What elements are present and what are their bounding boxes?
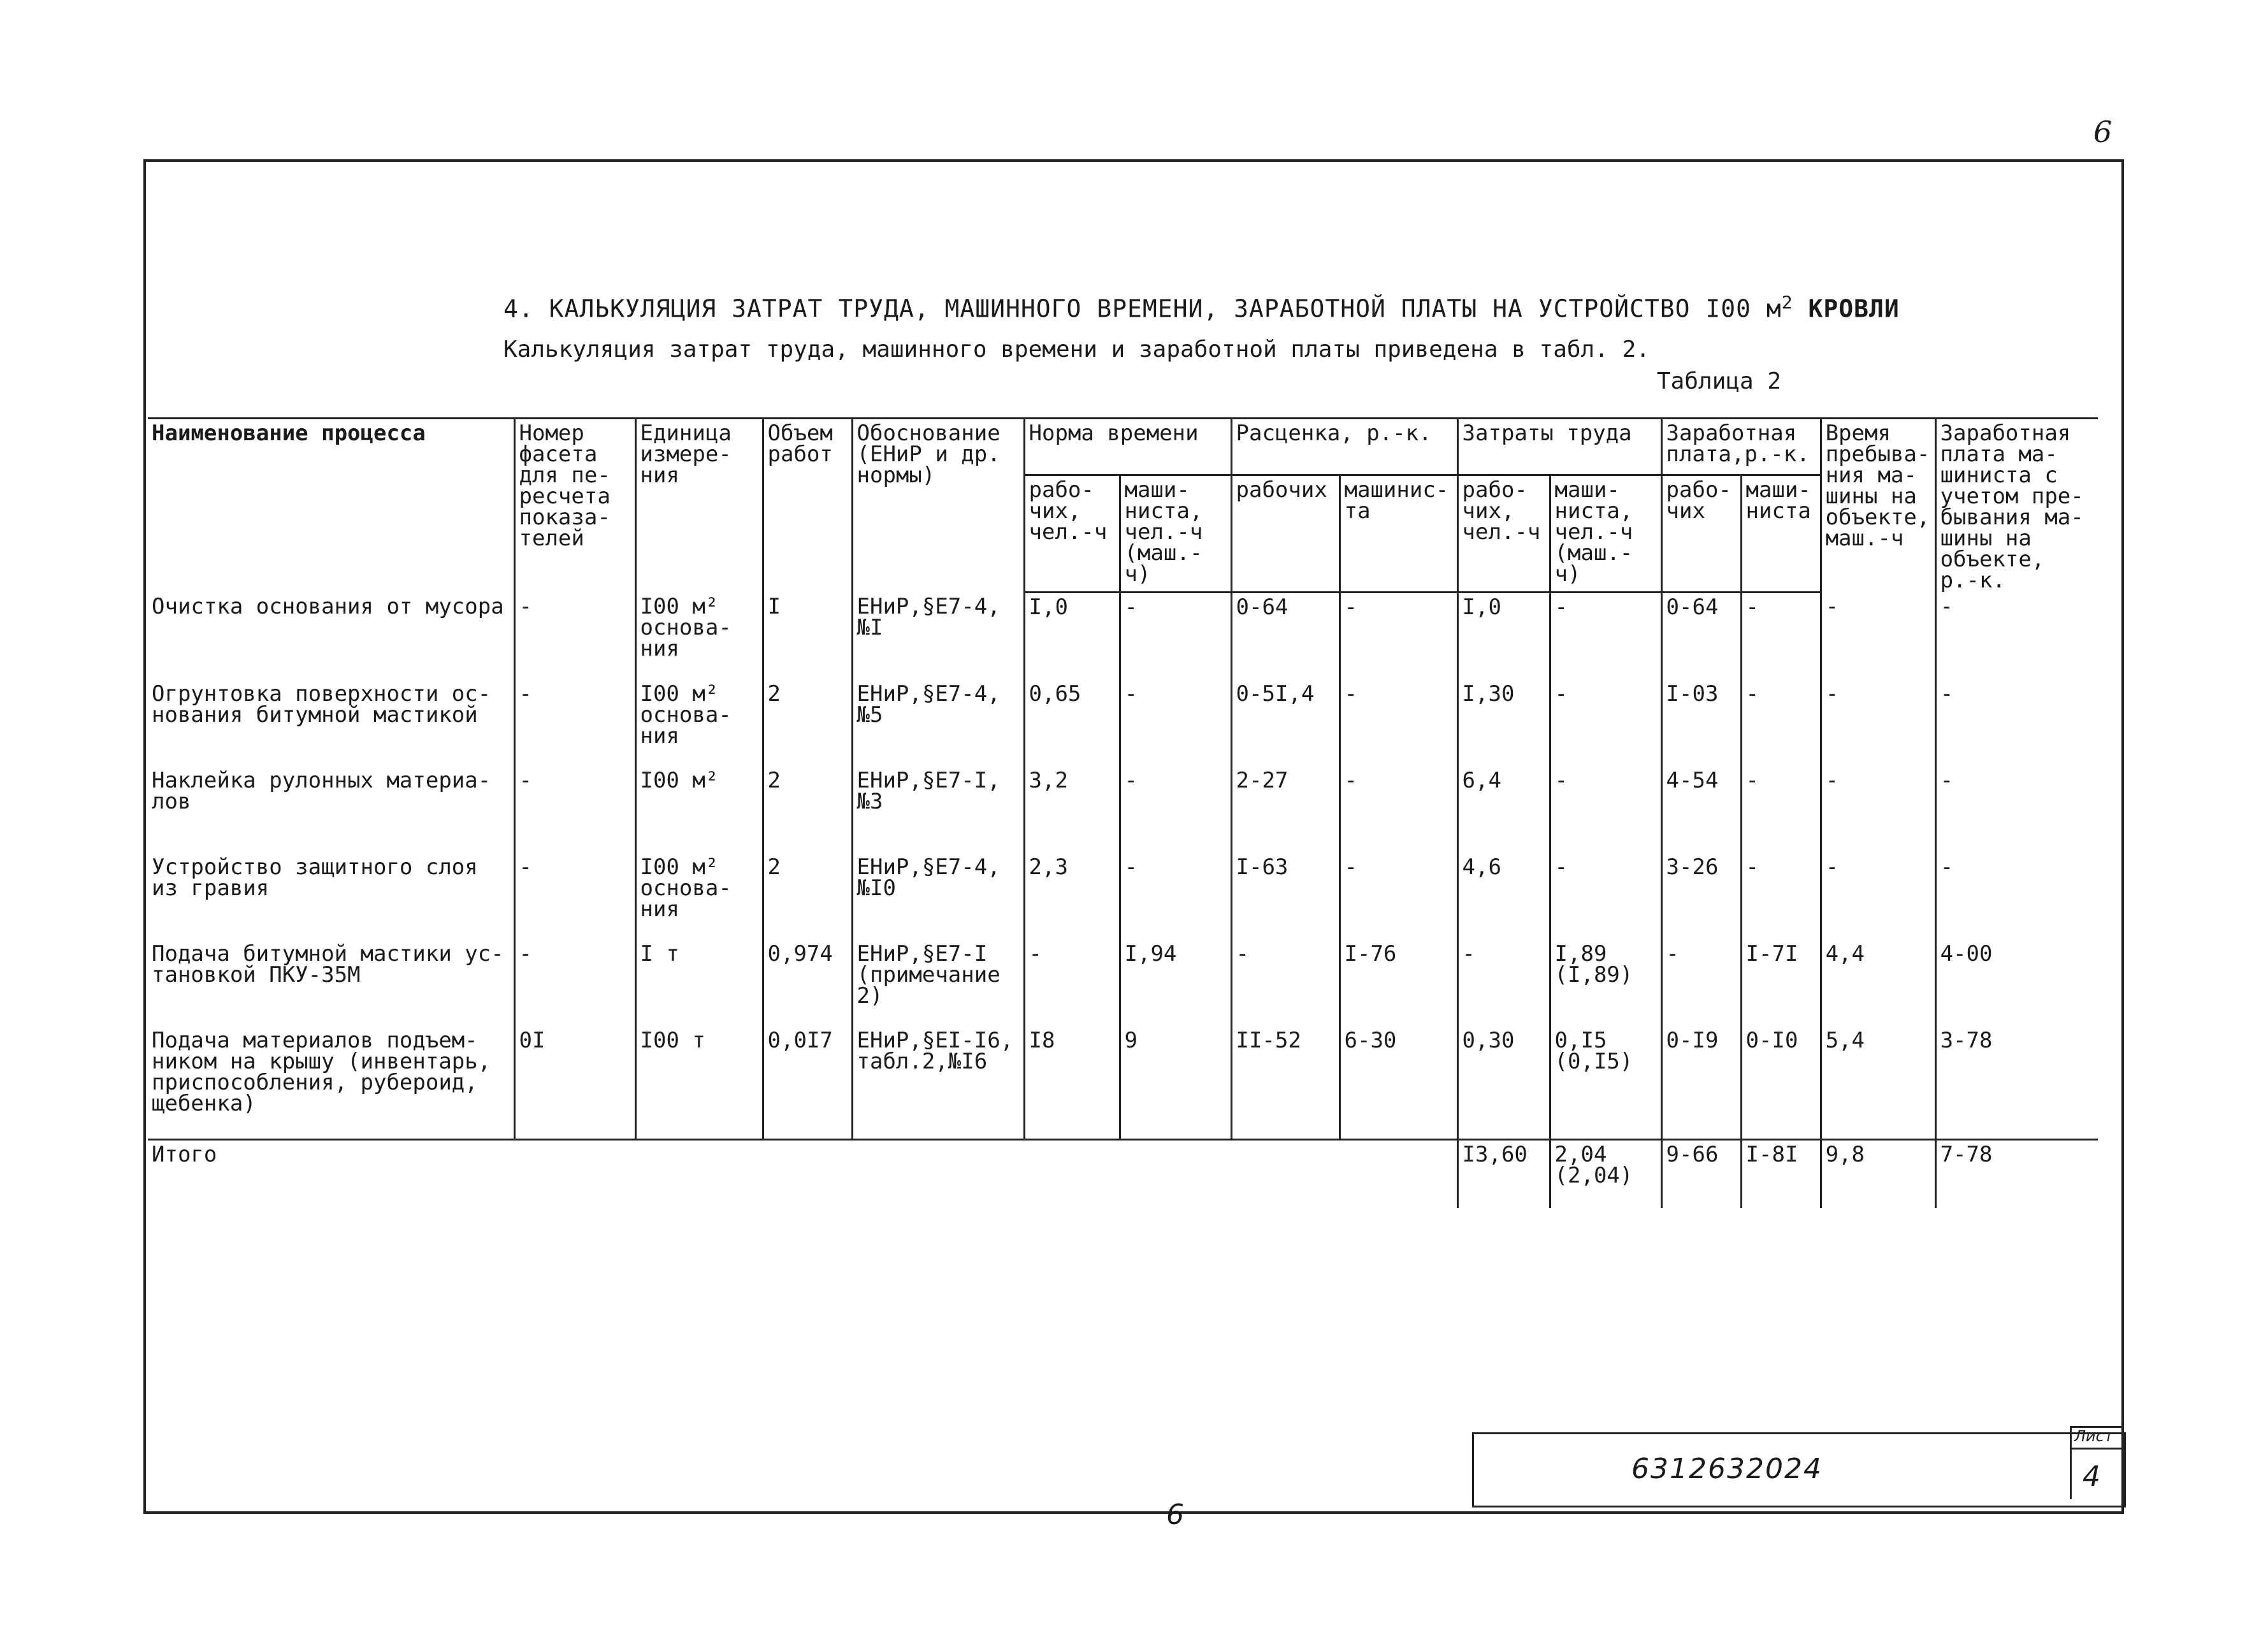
sheet-divider <box>2070 1448 2122 1450</box>
cell-unit: I00 м² основа- ния <box>635 853 763 940</box>
cell-labor-machinist: - <box>1550 593 1661 680</box>
cell-rate-workers: 0-5I,4 <box>1231 680 1340 766</box>
cell-process: Очистка основания от мусора <box>148 593 514 680</box>
table-row <box>148 940 2098 1026</box>
header-wage: Заработная плата,р.-к. <box>1661 419 1821 475</box>
cell-unit: I00 м² основа- ния <box>635 593 763 680</box>
cell-rate-workers: II-52 <box>1231 1026 1340 1140</box>
cell-process: Устройство защитного слоя из гравия <box>148 853 514 940</box>
table-label: Таблица 2 <box>1657 368 1782 394</box>
header-unit: Единица измере- ния <box>635 419 763 593</box>
cell-basis: ЕНиР,§ЕI-I6, табл.2,№I6 <box>852 1026 1024 1140</box>
subheader-wage-machinist: маши- ниста <box>1741 475 1821 593</box>
cell-volume: 0,974 <box>763 940 852 1026</box>
cell-wage-workers: 0-I9 <box>1661 1026 1741 1140</box>
total-wage-workers: 9-66 <box>1661 1140 1741 1209</box>
cell-process: Наклейка рулонных материа- лов <box>148 766 514 853</box>
intro-text: Калькуляция затрат труда, машинного времени и заработной платы приведена в табл. 2. <box>503 336 1650 363</box>
table-row <box>148 766 2098 853</box>
cell-time-machinist: 9 <box>1120 1026 1231 1140</box>
cell-facet: - <box>514 593 635 680</box>
cell-time-workers: - <box>1024 940 1120 1026</box>
cell-machine-time: 4,4 <box>1821 940 1935 1026</box>
cell-machine-time: - <box>1821 593 1935 680</box>
cell-time-workers: I,0 <box>1024 593 1120 680</box>
cell-wage-workers: 4-54 <box>1661 766 1741 853</box>
cell-volume: I <box>763 593 852 680</box>
cell-labor-machinist: - <box>1550 766 1661 853</box>
cell-rate-workers: 0-64 <box>1231 593 1340 680</box>
cell-labor-machinist: - <box>1550 680 1661 766</box>
cell-rate-machinist: - <box>1340 853 1457 940</box>
header-row <box>148 419 2098 475</box>
cell-labor-workers: 6,4 <box>1457 766 1550 853</box>
section-heading <box>503 292 1900 323</box>
total-machinist-wage: 7-78 <box>1935 1140 2098 1209</box>
cell-process: Огрунтовка поверхности ос- нования битумной мастикой <box>148 680 514 766</box>
cell-machinist-wage: 4-00 <box>1935 940 2098 1026</box>
total-label: Итого <box>148 1140 1457 1209</box>
cell-wage-machinist: I-7I <box>1741 940 1821 1026</box>
cell-process: Подача битумной мастики ус- тановкой ПКУ-35М <box>148 940 514 1026</box>
cell-rate-machinist: - <box>1340 593 1457 680</box>
sheet-number: 4 <box>2083 1460 2100 1493</box>
document-code: 6312632024 <box>1631 1453 1823 1485</box>
cell-basis: ЕНиР,§Е7-4, №5 <box>852 680 1024 766</box>
cell-volume: 0,0I7 <box>763 1026 852 1140</box>
heading-tail: КРОВЛИ <box>1793 294 1900 323</box>
subheader-time-workers: рабо- чих, чел.-ч <box>1024 475 1120 593</box>
cell-time-machinist: - <box>1120 853 1231 940</box>
cell-machine-time: 5,4 <box>1821 1026 1935 1140</box>
cell-machine-time: - <box>1821 680 1935 766</box>
total-machine-time: 9,8 <box>1821 1140 1935 1209</box>
cell-unit: I т <box>635 940 763 1026</box>
cell-labor-workers: I,30 <box>1457 680 1550 766</box>
cell-time-machinist: - <box>1120 766 1231 853</box>
header-process: Наименование процесса <box>148 419 514 593</box>
cell-time-workers: I8 <box>1024 1026 1120 1140</box>
cell-rate-machinist: I-76 <box>1340 940 1457 1026</box>
cell-wage-machinist: 0-I0 <box>1741 1026 1821 1140</box>
cell-machinist-wage: - <box>1935 766 2098 853</box>
cell-machinist-wage: 3-78 <box>1935 1026 2098 1140</box>
subheader-rate-machinist: машинис- та <box>1340 475 1457 593</box>
cell-labor-machinist: 0,I5 (0,I5) <box>1550 1026 1661 1140</box>
cell-machinist-wage: - <box>1935 853 2098 940</box>
cell-time-workers: 3,2 <box>1024 766 1120 853</box>
total-row <box>148 1140 2098 1209</box>
cell-rate-machinist: - <box>1340 680 1457 766</box>
cell-basis: ЕНиР,§Е7-I (примечание 2) <box>852 940 1024 1026</box>
header-machinist-wage: Заработная плата ма- шиниста с учетом пре- бывания ма- шины на объекте, р.-к. <box>1935 419 2098 593</box>
cell-volume: 2 <box>763 680 852 766</box>
cell-labor-workers: 0,30 <box>1457 1026 1550 1140</box>
cell-facet: 0I <box>514 1026 635 1140</box>
subheader-labor-workers: рабо- чих, чел.-ч <box>1457 475 1550 593</box>
table-row <box>148 680 2098 766</box>
cell-unit: I00 м² основа- ния <box>635 680 763 766</box>
heading-text: 4. КАЛЬКУЛЯЦИЯ ЗАТРАТ ТРУДА, МАШИННОГО ВРЕМЕНИ, ЗАРАБОТНОЙ ПЛАТЫ НА УСТРОЙСТВО I00 м <box>503 294 1782 323</box>
cell-wage-workers: - <box>1661 940 1741 1026</box>
cell-process: Подача материалов подъем- ником на крышу (инвентарь, приспособления, рубероид, щебенка) <box>148 1026 514 1140</box>
cell-wage-machinist: - <box>1741 593 1821 680</box>
header-rate: Расценка, р.-к. <box>1231 419 1457 475</box>
cell-wage-workers: 3-26 <box>1661 853 1741 940</box>
cell-facet: - <box>514 940 635 1026</box>
cell-unit: I00 м² <box>635 766 763 853</box>
sheet-label: Лист <box>2074 1427 2113 1445</box>
cell-basis: ЕНиР,§Е7-I, №3 <box>852 766 1024 853</box>
cell-time-workers: 2,3 <box>1024 853 1120 940</box>
header-volume: Объем работ <box>763 419 852 593</box>
cell-facet: - <box>514 766 635 853</box>
cell-machinist-wage: - <box>1935 680 2098 766</box>
cell-volume: 2 <box>763 853 852 940</box>
subheader-time-machinist: маши- ниста, чел.-ч (маш.-ч) <box>1120 475 1231 593</box>
header-machine-time: Время пребыва- ния ма- шины на объекте, маш.-ч <box>1821 419 1935 593</box>
header-labor: Затраты труда <box>1457 419 1661 475</box>
header-basis: Обоснование (ЕНиР и др. нормы) <box>852 419 1024 593</box>
page-number-bottom: 6 <box>1166 1499 1184 1531</box>
cell-basis: ЕНиР,§Е7-4, №I <box>852 593 1024 680</box>
cell-labor-machinist: - <box>1550 853 1661 940</box>
total-wage-machinist: I-8I <box>1741 1140 1821 1209</box>
cell-rate-machinist: 6-30 <box>1340 1026 1457 1140</box>
cell-wage-machinist: - <box>1741 766 1821 853</box>
cell-volume: 2 <box>763 766 852 853</box>
cell-labor-workers: I,0 <box>1457 593 1550 680</box>
cell-time-machinist: I,94 <box>1120 940 1231 1026</box>
subheader-rate-workers: рабочих <box>1231 475 1340 593</box>
cell-rate-workers: - <box>1231 940 1340 1026</box>
cell-machinist-wage: - <box>1935 593 2098 680</box>
table-row <box>148 853 2098 940</box>
header-time-norm: Норма времени <box>1024 419 1231 475</box>
table-row <box>148 593 2098 680</box>
subheader-labor-machinist: маши- ниста, чел.-ч (маш.-ч) <box>1550 475 1661 593</box>
cell-rate-workers: I-63 <box>1231 853 1340 940</box>
table-row <box>148 1026 2098 1140</box>
page-number-top: 6 <box>2093 115 2113 149</box>
cell-wage-machinist: - <box>1741 853 1821 940</box>
cell-facet: - <box>514 853 635 940</box>
heading-superscript: 2 <box>1781 292 1793 313</box>
total-labor-workers: I3,60 <box>1457 1140 1550 1209</box>
cell-wage-machinist: - <box>1741 680 1821 766</box>
cell-rate-workers: 2-27 <box>1231 766 1340 853</box>
subheader-wage-workers: рабо- чих <box>1661 475 1741 593</box>
cell-machine-time: - <box>1821 766 1935 853</box>
cell-labor-machinist: I,89 (I,89) <box>1550 940 1661 1026</box>
cell-labor-workers: - <box>1457 940 1550 1026</box>
total-labor-machinist: 2,04 (2,04) <box>1550 1140 1661 1209</box>
cell-unit: I00 т <box>635 1026 763 1140</box>
header-facet: Номер фасета для пе- ресчета показа- телей <box>514 419 635 593</box>
cell-machine-time: - <box>1821 853 1935 940</box>
cell-rate-machinist: - <box>1340 766 1457 853</box>
cell-time-machinist: - <box>1120 593 1231 680</box>
cell-labor-workers: 4,6 <box>1457 853 1550 940</box>
cell-facet: - <box>514 680 635 766</box>
cell-time-machinist: - <box>1120 680 1231 766</box>
calculation-table <box>148 417 2098 1208</box>
cell-wage-workers: 0-64 <box>1661 593 1741 680</box>
cell-time-workers: 0,65 <box>1024 680 1120 766</box>
cell-wage-workers: I-03 <box>1661 680 1741 766</box>
cell-basis: ЕНиР,§Е7-4, №I0 <box>852 853 1024 940</box>
